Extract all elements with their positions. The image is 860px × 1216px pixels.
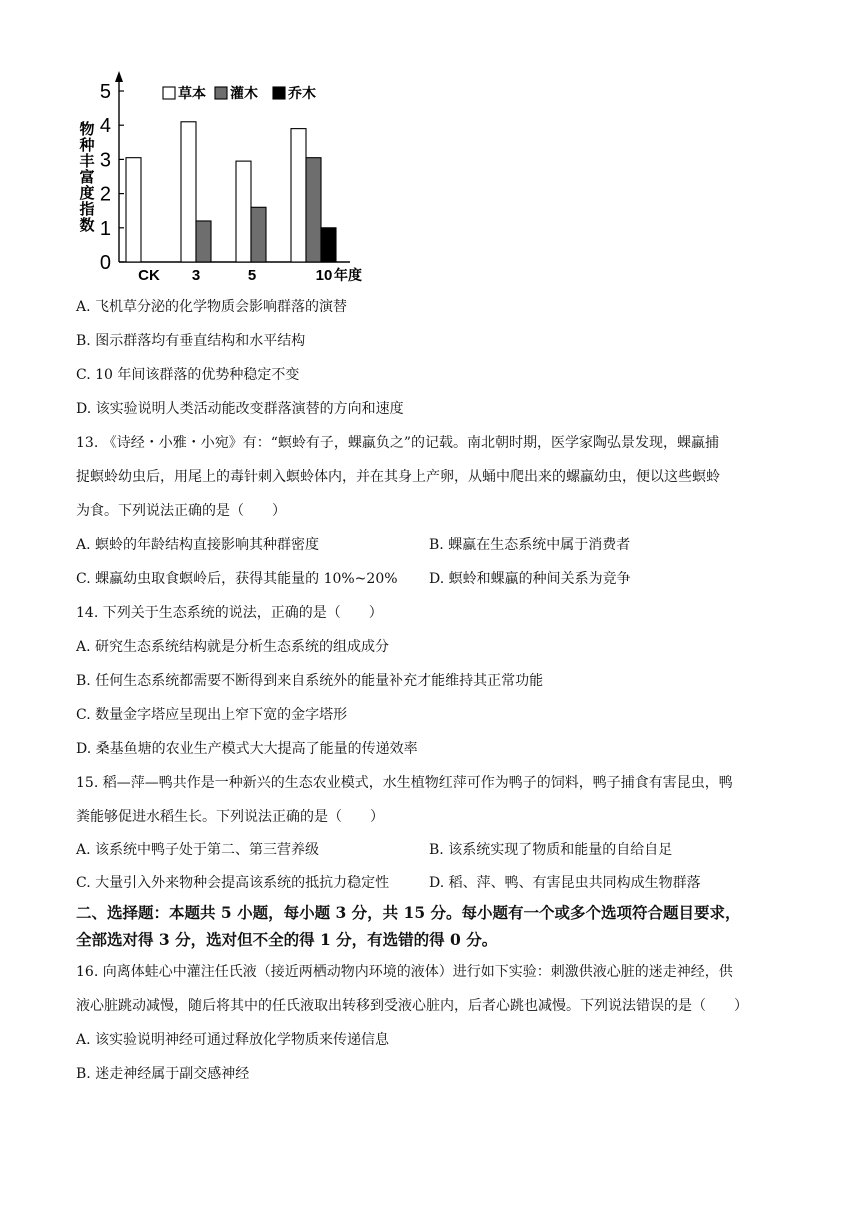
q14-option-c: C. 数量金字塔应呈现出上窄下宽的金字塔形	[76, 707, 348, 723]
legend-label-草本: 草本	[178, 86, 206, 102]
q14-option-b: B. 任何生态系统都需要不断得到来自系统外的能量补充才能维持其正常功能	[76, 673, 544, 689]
q13-option-a: A. 螟蛉的年龄结构直接影响其种群密度	[76, 537, 320, 553]
legend-swatch-草本	[163, 87, 175, 99]
bar-灌木-3	[196, 221, 211, 262]
bar-灌木-10	[306, 158, 321, 262]
y-tick-label: 0	[99, 252, 111, 274]
q13-option-c: C. 蜾蠃幼虫取食螟岭后，获得其能量的 10%~20%	[76, 571, 398, 587]
legend-swatch-灌木	[215, 87, 227, 99]
q12-option-d: D. 该实验说明人类活动能改变群落演替的方向和速度	[76, 401, 404, 417]
q13-stem-line1: 13. 《诗经・小雅・小宛》有：“螟蛉有子，蜾蠃负之”的记载。南北朝时期，医学家陶弘景发现，蜾蠃捕	[76, 435, 720, 451]
bar-草本-5	[236, 161, 251, 262]
y-tick-label: 3	[99, 149, 111, 172]
section-two-heading-line2: 全部选对得 3 分，选对但不全的得 1 分，有选错的得 0 分。	[76, 930, 498, 949]
q12-option-a: A. 飞机草分泌的化学物质会影响群落的演替	[76, 299, 348, 315]
q15-option-c: C. 大量引入外来物种会提高该系统的抵抗力稳定性	[76, 875, 390, 891]
y-axis-label: 物种丰富度指数	[77, 121, 95, 233]
q15-option-a: A. 该系统中鸭子处于第二、第三营养级	[76, 842, 320, 858]
q16-stem-line2: 液心脏跳动减慢，随后将其中的任氏液取出转移到受液心脏内，后者心跳也减慢。下列说法错误的是（ ）	[76, 998, 748, 1014]
bar-草本-10	[291, 129, 306, 262]
q13-stem-line3: 为食。下列说法正确的是（ ）	[76, 503, 286, 519]
bar-乔木-10	[321, 228, 336, 262]
y-tick-label: 2	[99, 183, 111, 206]
x-tick-label: CK	[138, 267, 160, 284]
y-tick-label: 5	[99, 81, 111, 103]
q15-option-b: B. 该系统实现了物质和能量的自给自足	[429, 842, 673, 858]
legend-label-灌木: 灌木	[230, 86, 258, 102]
legend-label-乔木: 乔木	[288, 86, 316, 102]
q13-option-b: B. 蜾蠃在生态系统中属于消费者	[429, 537, 631, 553]
q16-option-a: A. 该实验说明神经可通过释放化学物质来传递信息	[76, 1032, 390, 1048]
y-axis-arrow	[115, 71, 123, 82]
q15-option-d: D. 稻、萍、鸭、有害昆虫共同构成生物群落	[429, 875, 701, 891]
bar-草本-3	[181, 122, 196, 262]
x-tick-label: 10	[315, 267, 333, 284]
q15-stem-line1: 15. 稻—萍—鸭共作是一种新兴的生态农业模式，水生植物红萍可作为鸭子的饲料，鸭子捕食有害昆虫，鸭	[76, 775, 733, 791]
x-tick-label: 5	[247, 267, 257, 284]
q12-option-c: C. 10 年间该群落的优势种稳定不变	[76, 367, 300, 383]
q13-stem-line2: 捉螟蛉幼虫后，用尾上的毒针刺入螟蛉体内，并在其身上产卵，从蛹中爬出来的螺蠃幼虫，便以这些螟蛉	[76, 469, 720, 485]
q14-option-d: D. 桑基鱼塘的农业生产模式大大提高了能量的传递效率	[76, 741, 418, 757]
section-two-heading-line1: 二、选择题：本题共 5 小题，每小题 3 分，共 15 分。每小题有一个或多个选项符合题目要求，	[76, 903, 741, 922]
q14-stem: 14. 下列关于生态系统的说法，正确的是（ ）	[76, 605, 383, 621]
bar-灌木-5	[251, 207, 266, 262]
bar-草本-CK	[126, 158, 141, 262]
q16-stem-line1: 16. 向离体蛙心中灌注任氏液（接近两栖动物内环境的液体）进行如下实验：刺激供液心脏的迷走神经，供	[76, 964, 733, 980]
y-tick-label: 1	[99, 217, 111, 240]
q15-stem-line2: 粪能够促进水稻生长。下列说法正确的是（ ）	[76, 809, 384, 825]
y-tick-label: 4	[99, 115, 111, 138]
legend-swatch-乔木	[273, 87, 285, 99]
x-axis-suffix: 年度	[334, 267, 362, 283]
x-tick-label: 3	[191, 267, 201, 284]
species-richness-bar-chart	[70, 66, 380, 286]
q13-option-d: D. 螟蛉和蜾蠃的种间关系为竞争	[429, 571, 631, 587]
q16-option-b: B. 迷走神经属于副交感神经	[76, 1066, 250, 1082]
q12-option-b: B. 图示群落均有垂直结构和水平结构	[76, 333, 306, 349]
q14-option-a: A. 研究生态系统结构就是分析生态系统的组成成分	[76, 639, 390, 655]
